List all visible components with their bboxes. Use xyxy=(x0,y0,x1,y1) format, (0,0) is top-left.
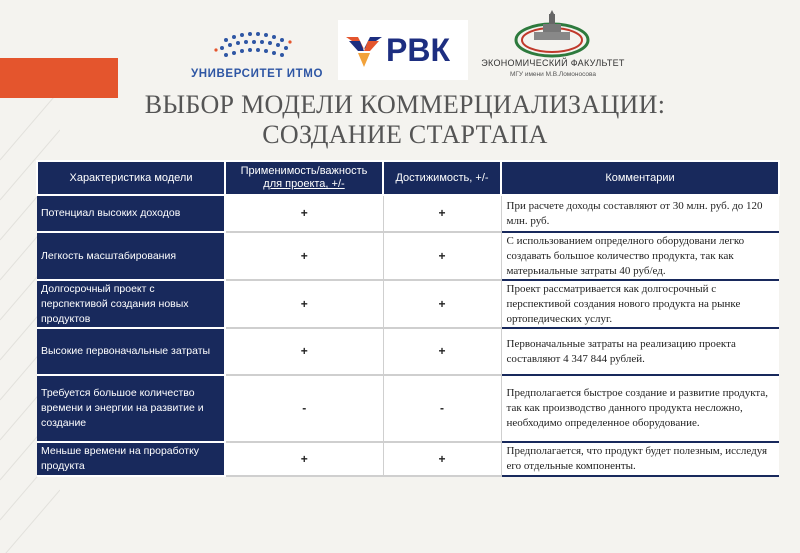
slide-title-line-1: ВЫБОР МОДЕЛИ КОММЕРЦИАЛИЗАЦИИ: xyxy=(144,90,666,119)
header-characteristic: Характеристика модели xyxy=(37,161,225,195)
row-achievability: + xyxy=(383,232,501,280)
row-achievability: - xyxy=(383,375,501,442)
row-comment: Предполагается, что продукт будет полезным, исследуя его отдельные компоненты. xyxy=(501,442,779,476)
row-applicability: + xyxy=(225,280,383,328)
row-comment: Первоначальные затраты на реализацию проекта составляют 4 347 844 рублей. xyxy=(501,328,779,375)
header-applicability-line-2: для проекта, +/- xyxy=(263,178,345,190)
row-achievability: + xyxy=(383,280,501,328)
table-row xyxy=(37,280,779,328)
row-characteristic: Высокие первоначальные затраты xyxy=(37,328,225,375)
row-characteristic: Требуется большое количество времени и энергии на развитие и создание xyxy=(37,375,225,442)
row-achievability: + xyxy=(383,442,501,476)
rvk-logo xyxy=(338,20,468,80)
table-header-row xyxy=(37,161,779,195)
rvk-logo-text: РВК xyxy=(386,32,450,68)
row-achievability: + xyxy=(383,195,501,232)
row-comment: При расчете доходы составляют от 30 млн. руб. до 120 млн. руб. xyxy=(501,195,779,232)
row-comment: С использованием определного оборудовани легко создавать большое количество продукта, так как матерьиальные затраты 40 руб/ед. xyxy=(501,232,779,280)
row-comment: Предполагается быстрое создание и развитие продукта, так как производство данного продукта несложно, необходимо определенное оборудование. xyxy=(501,375,779,442)
row-characteristic: Меньше времени на проработку продукта xyxy=(37,442,225,476)
itmo-logo-text: УНИВЕРСИТЕТ ИТМО xyxy=(191,68,323,80)
table-row xyxy=(37,195,779,232)
header-comments: Комментарии xyxy=(501,161,779,195)
header-applicability-line-1: Применимость/важность xyxy=(240,165,368,177)
row-applicability: + xyxy=(225,328,383,375)
row-applicability: + xyxy=(225,442,383,476)
rvk-triangle-icon xyxy=(346,33,382,69)
row-characteristic: Легкость масштабирования xyxy=(37,232,225,280)
row-comment: Проект рассматривается как долгосрочный с перспективой создания нового продукта на рынке ортопедических услуг. xyxy=(501,280,779,328)
header-achievability: Достижимость, +/- xyxy=(383,161,501,195)
row-applicability: + xyxy=(225,232,383,280)
row-applicability: - xyxy=(225,375,383,442)
table-row xyxy=(37,232,779,280)
msu-logo-subtitle: МГУ имени М.В.Ломоносова xyxy=(509,71,597,78)
table-row xyxy=(37,442,779,476)
model-comparison-table xyxy=(36,160,780,477)
row-applicability: + xyxy=(225,195,383,232)
table-row xyxy=(37,375,779,442)
msu-logo xyxy=(478,10,628,82)
row-characteristic: Потенциал высоких доходов xyxy=(37,195,225,232)
row-achievability: + xyxy=(383,328,501,375)
table-row xyxy=(37,328,779,375)
msu-building-icon xyxy=(512,10,592,58)
itmo-logo xyxy=(186,26,328,84)
row-characteristic: Долгосрочный проект с перспективой создания новых продуктов xyxy=(37,280,225,328)
slide-title-line-2: СОЗДАНИЕ СТАРТАПА xyxy=(262,120,548,149)
header-applicability xyxy=(225,161,383,195)
msu-logo-title: ЭКОНОМИЧЕСКИЙ ФАКУЛЬТЕТ xyxy=(481,58,625,68)
slide-title xyxy=(100,90,710,150)
itmo-dots-icon xyxy=(186,26,328,66)
